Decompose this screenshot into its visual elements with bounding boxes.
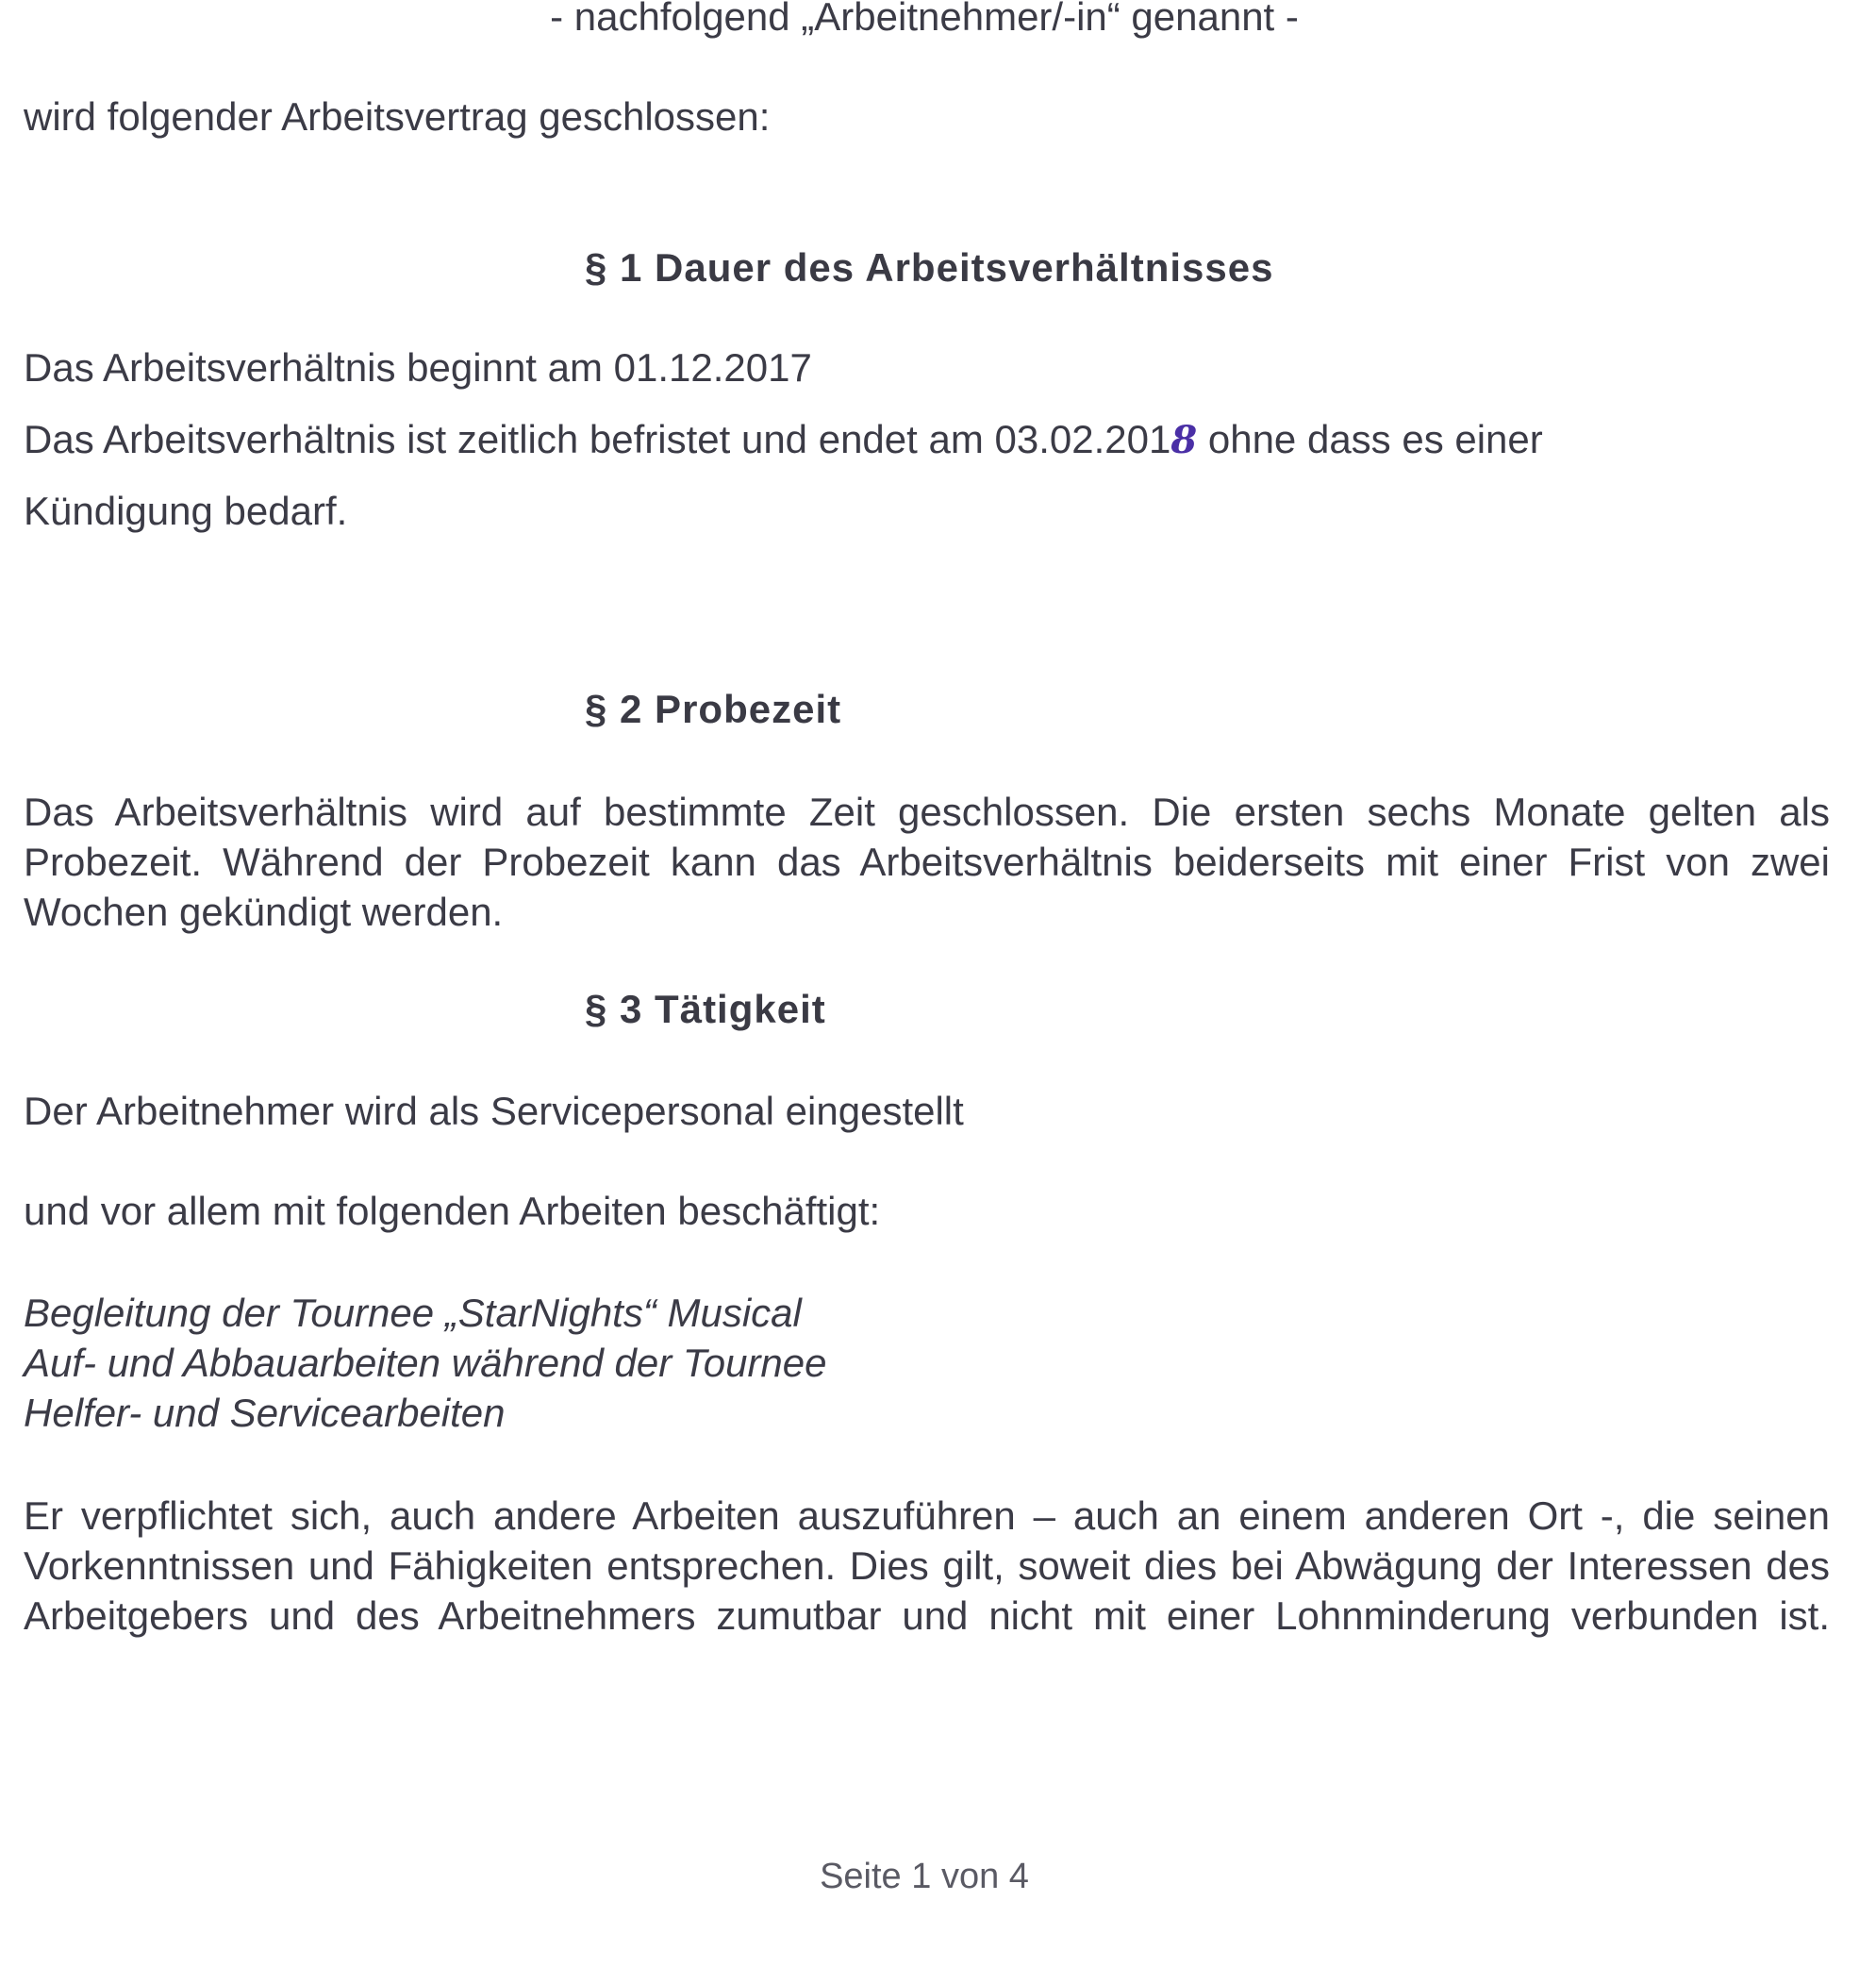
section-2-paragraph: Das Arbeitsverhältnis wird auf bestimmte Zeit geschlossen. Die ersten sechs Monate gelten als Probezeit. Während der Probezeit kann das Arbeitsverhältnis beiderseits mit einer Frist von zwei Wochen gekündigt werden. bbox=[24, 790, 1830, 934]
task-item: Helfer- und Servicearbeiten bbox=[24, 1391, 506, 1435]
end-line-suffix: ohne dass es einer bbox=[1197, 417, 1543, 461]
page-number: Seite 1 von 4 bbox=[820, 1857, 1029, 1896]
section-1-heading: § 1 Dauer des Arbeitsverhältnisses bbox=[585, 245, 1274, 290]
section-3-role-line: Der Arbeitnehmer wird als Servicepersonal eingestellt bbox=[24, 1089, 964, 1133]
end-line-prefix: Das Arbeitsverhältnis ist zeitlich befristet und endet am 03.02.201 bbox=[24, 417, 1171, 461]
section-3-paragraph: Er verpflichtet sich, auch andere Arbeiten auszuführen – auch an einem anderen Ort -, die seinen Vorkenntnissen und Fähigkeiten entsprechen. Dies gilt, soweit dies bei Abwägung der Interessen des Arbeitgebers und des Arbeitnehmers zumutbar und nicht mit einer Lohnminderung verbunden ist. bbox=[24, 1493, 1830, 1638]
handwritten-correction: 8 bbox=[1170, 418, 1198, 462]
contract-intro-line: wird folgender Arbeitsvertrag geschlossen: bbox=[24, 94, 771, 139]
section-3-heading: § 3 Tätigkeit bbox=[585, 987, 826, 1031]
task-item: Begleitung der Tournee „StarNights“ Musical bbox=[24, 1291, 802, 1335]
section-2-heading: § 2 Probezeit bbox=[585, 687, 842, 731]
section-1-notice-line: Kündigung bedarf. bbox=[24, 489, 348, 533]
designation-line: - nachfolgend „Arbeitnehmer/-in“ genannt - bbox=[550, 0, 1299, 39]
task-item: Auf- und Abbauarbeiten während der Tournee bbox=[24, 1341, 827, 1385]
section-1-end-line bbox=[24, 415, 1543, 465]
section-3-tasks-intro: und vor allem mit folgenden Arbeiten beschäftigt: bbox=[24, 1189, 881, 1233]
section-1-start-line: Das Arbeitsverhältnis beginnt am 01.12.2017 bbox=[24, 345, 812, 390]
